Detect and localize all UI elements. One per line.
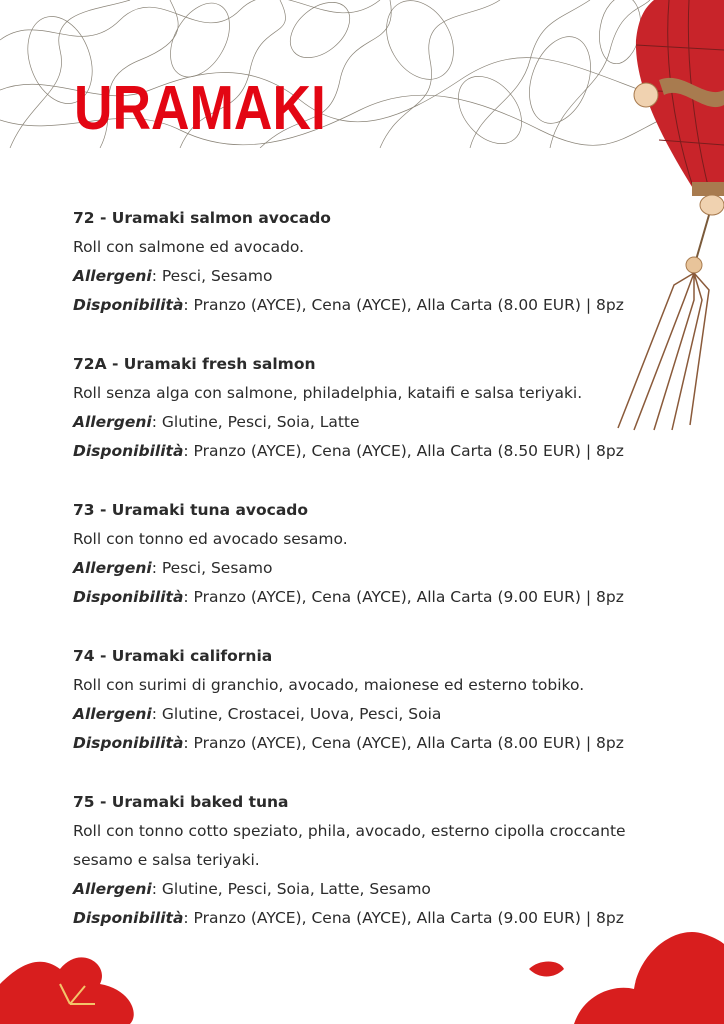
availability-label: Disponibilità — [73, 909, 184, 927]
allergens-label: Allergeni — [73, 267, 152, 285]
item-allergens: : Glutine, Pesci, Soia, Latte, Sesamo — [151, 880, 431, 898]
allergens-label: Allergeni — [73, 705, 152, 723]
item-description: Roll con tonno cotto speziato, phila, avocado, esterno cipolla croccante sesamo e salsa teriyaki. — [73, 822, 626, 869]
item-name: 72 - Uramaki salmon avocado — [73, 209, 331, 227]
availability-label: Disponibilità — [73, 296, 184, 314]
item-allergens: : Pesci, Sesamo — [151, 559, 273, 577]
item-allergens: : Glutine, Crostacei, Uova, Pesci, Soia — [151, 705, 442, 723]
item-name: 74 - Uramaki california — [73, 647, 273, 665]
item-availability: : Pranzo (AYCE), Cena (AYCE), Alla Carta (9.00 EUR) | 8pz — [183, 588, 624, 606]
allergens-label: Allergeni — [73, 559, 152, 577]
flower-illustration-right — [514, 924, 724, 1024]
menu-item — [73, 350, 673, 466]
menu-item — [73, 788, 673, 933]
allergens-label: Allergeni — [73, 413, 152, 431]
item-availability: : Pranzo (AYCE), Cena (AYCE), Alla Carta (8.50 EUR) | 8pz — [183, 442, 624, 460]
item-description: Roll con salmone ed avocado. — [73, 238, 305, 256]
item-name: 75 - Uramaki baked tuna — [73, 793, 289, 811]
allergens-label: Allergeni — [73, 880, 152, 898]
item-description: Roll senza alga con salmone, philadelphia, kataifi e salsa teriyaki. — [73, 384, 583, 402]
page-title: URAMAKI — [74, 74, 326, 143]
availability-label: Disponibilità — [73, 734, 184, 752]
item-allergens: : Pesci, Sesamo — [151, 267, 273, 285]
menu-item — [73, 204, 673, 320]
item-availability: : Pranzo (AYCE), Cena (AYCE), Alla Carta (9.00 EUR) | 8pz — [183, 909, 624, 927]
flower-illustration-left — [0, 944, 160, 1024]
menu-item — [73, 642, 673, 758]
item-description: Roll con surimi di granchio, avocado, maionese ed esterno tobiko. — [73, 676, 585, 694]
availability-label: Disponibilità — [73, 588, 184, 606]
menu-item-list — [73, 204, 673, 963]
menu-item — [73, 496, 673, 612]
item-name: 73 - Uramaki tuna avocado — [73, 501, 309, 519]
item-name: 72A - Uramaki fresh salmon — [73, 355, 316, 373]
availability-label: Disponibilità — [73, 442, 184, 460]
item-allergens: : Glutine, Pesci, Soia, Latte — [151, 413, 360, 431]
item-availability: : Pranzo (AYCE), Cena (AYCE), Alla Carta (8.00 EUR) | 8pz — [183, 734, 624, 752]
item-availability: : Pranzo (AYCE), Cena (AYCE), Alla Carta (8.00 EUR) | 8pz — [183, 296, 624, 314]
item-description: Roll con tonno ed avocado sesamo. — [73, 530, 348, 548]
